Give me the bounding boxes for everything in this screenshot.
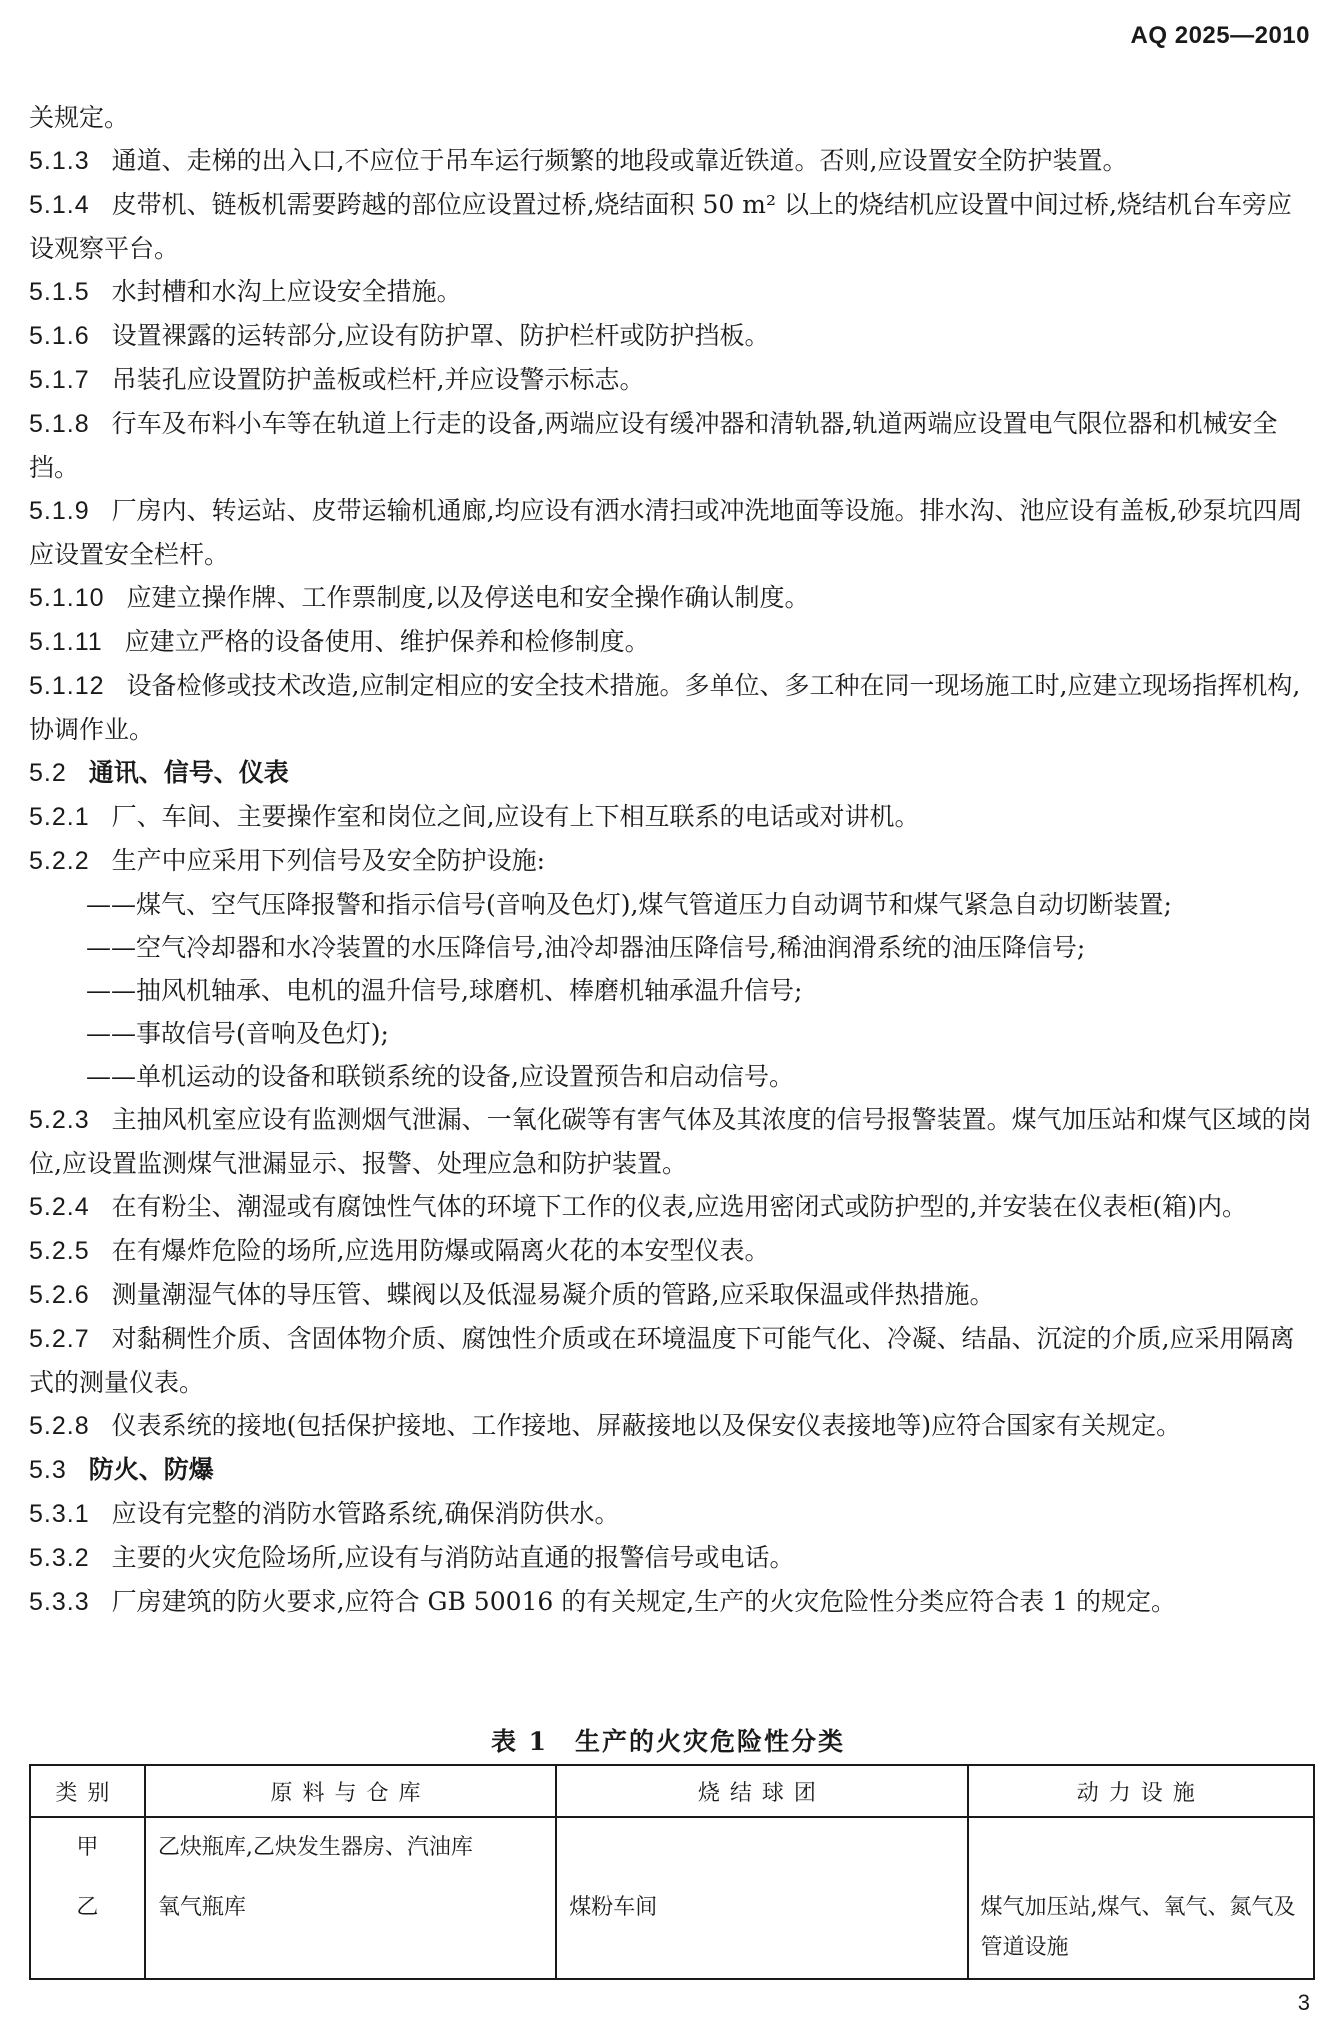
clause-number: 5.1.11 [29,628,103,656]
clause-5-2-3 [29,1098,1315,1185]
clause-text: 设备检修或技术改造,应制定相应的安全技术措施。多单位、多工种在同一现场施工时,应建立现场指挥机构,协调作业。 [29,671,1301,744]
clause-text: 主要的火灾危险场所,应设有与消防站直通的报警信号或电话。 [111,1543,795,1572]
clause-5-1-5 [29,270,1315,314]
clause-number: 5.2.2 [29,847,90,875]
clause-number: 5.1.3 [29,147,90,175]
clause-5-3-2 [29,1536,1315,1580]
table-cell: 乙 [30,1878,145,1979]
clause-text: 应建立严格的设备使用、维护保养和检修制度。 [124,627,650,656]
clause-number: 5.2.8 [29,1412,90,1440]
clause-number: 5.2.7 [29,1325,90,1353]
clause-5-1-11 [29,620,1315,664]
list-item: ——空气冷却器和水冷装置的水压降信号,油冷却器油压降信号,稀油润滑系统的油压降信号; [86,933,1086,962]
clause-number: 5.1.5 [29,278,90,306]
clause-text: 仪表系统的接地(包括保护接地、工作接地、屏蔽接地以及保安仪表接地等)应符合国家有关规定。 [111,1411,1182,1440]
clause-text: 厂房内、转运站、皮带运输机通廊,均应设有洒水清扫或冲洗地面等设施。排水沟、池应设有盖板,砂泵坑四周应设置安全栏杆。 [29,496,1303,569]
clause-number: 5.2.4 [29,1193,90,1221]
column-header: 类别 [30,1765,145,1817]
clause-5-1-8 [29,402,1315,489]
clause-5-1-3 [29,139,1315,183]
list-item: ——抽风机轴承、电机的温升信号,球磨机、棒磨机轴承温升信号; [86,976,803,1005]
clause-text: 吊装孔应设置防护盖板或栏杆,并应设警示标志。 [111,365,645,394]
section-title: 通讯、信号、仪表 [88,758,289,787]
clause-number: 5.2.1 [29,803,90,831]
clause-text: 皮带机、链板机需要跨越的部位应设置过桥,烧结面积 50 m² 以上的烧结机应设置中间过桥,烧结机台车旁应设观察平台。 [29,190,1292,263]
clause-number: 5.1.12 [29,672,105,700]
clause-number: 5.1.4 [29,191,90,219]
section-number: 5.2 [29,759,67,787]
clause-number: 5.3.2 [29,1544,90,1572]
clause-text: 厂房建筑的防火要求,应符合 GB 50016 的有关规定,生产的火灾危险性分类应符合表 1 的规定。 [111,1587,1177,1616]
clause-text: 应建立操作牌、工作票制度,以及停送电和安全操作确认制度。 [126,583,810,612]
clause-text: 水封槽和水沟上应设安全措施。 [111,277,462,306]
clause-5-1-4 [29,183,1315,270]
section-number: 5.3 [29,1456,67,1484]
paragraph-text: 关规定。 [29,103,130,132]
clause-number: 5.3.1 [29,1500,90,1528]
clause-number: 5.1.10 [29,584,105,612]
clause-number: 5.1.6 [29,322,90,350]
document-code: AQ 2025—2010 [1130,22,1310,49]
clause-text: 设置裸露的运转部分,应设有防护罩、防护栏杆或防护挡板。 [111,321,770,350]
clause-text: 对黏稠性介质、含固体物介质、腐蚀性介质或在环境温度下可能气化、冷凝、结晶、沉淀的介质,应采用隔离式的测量仪表。 [29,1324,1295,1397]
clause-number: 5.1.7 [29,366,90,394]
clause-5-2-7 [29,1317,1315,1404]
column-header: 烧结球团 [556,1765,967,1817]
clause-text: 通道、走梯的出入口,不应位于吊车运行频繁的地段或靠近铁道。否则,应设置安全防护装置。 [111,146,1128,175]
body-text [29,96,1315,1624]
list-item: ——事故信号(音响及色灯); [86,1019,389,1048]
clause-number: 5.1.9 [29,497,90,525]
clause-text: 测量潮湿气体的导压管、蝶阀以及低湿易凝介质的管路,应采取保温或伴热措施。 [111,1280,995,1309]
clause-number: 5.3.3 [29,1588,90,1616]
list-item: ——单机运动的设备和联锁系统的设备,应设置预告和启动信号。 [86,1062,794,1091]
table-cell [556,1817,967,1878]
clause-number: 5.2.5 [29,1237,90,1265]
clause-5-3-3 [29,1580,1315,1624]
clause-number: 5.2.6 [29,1281,90,1309]
clause-text: 在有爆炸危险的场所,应选用防爆或隔离火花的本安型仪表。 [111,1236,770,1265]
clause-5-2-1 [29,795,1315,839]
clause-5-1-12 [29,664,1315,751]
paragraph [29,96,1315,139]
clause-5-1-10 [29,576,1315,620]
table-cell: 氧气瓶库 [145,1878,556,1979]
fire-hazard-table [29,1764,1315,1980]
table-row [30,1878,1314,1979]
clause-5-2-6 [29,1273,1315,1317]
section-heading-5-2 [29,751,1315,795]
clause-text: 在有粉尘、潮湿或有腐蚀性气体的环境下工作的仪表,应选用密闭式或防护型的,并安装在仪表柜(箱)内。 [111,1192,1248,1221]
clause-5-3-1 [29,1492,1315,1536]
clause-text: 主抽风机室应设有监测烟气泄漏、一氧化碳等有害气体及其浓度的信号报警装置。煤气加压站和煤气区域的岗位,应设置监测煤气泄漏显示、报警、处理应急和防护装置。 [29,1105,1312,1178]
section-title: 防火、防爆 [88,1455,214,1484]
clause-text: 厂、车间、主要操作室和岗位之间,应设有上下相互联系的电话或对讲机。 [111,802,920,831]
table-cell [968,1817,1315,1878]
table-cell: 煤粉车间 [556,1878,967,1979]
table-caption: 表 1 生产的火灾危险性分类 [490,1727,846,1756]
clause-text: 生产中应采用下列信号及安全防护设施: [111,846,546,875]
list-item: ——煤气、空气压降报警和指示信号(音响及色灯),煤气管道压力自动调节和煤气紧急自动切断装置; [86,890,1172,919]
clause-5-2-8 [29,1404,1315,1448]
clause-text: 应设有完整的消防水管路系统,确保消防供水。 [111,1499,620,1528]
page-number: 3 [1297,1990,1310,2015]
table-cell: 甲 [30,1817,145,1878]
clause-5-1-9 [29,489,1315,576]
table-cell: 乙炔瓶库,乙炔发生器房、汽油库 [145,1817,556,1878]
table-row [30,1817,1314,1878]
clause-number: 5.2.3 [29,1106,90,1134]
clause-5-1-7 [29,358,1315,402]
table-header-row [30,1765,1314,1817]
clause-5-2-2 [29,839,1315,883]
clause-number: 5.1.8 [29,410,90,438]
column-header: 原料与仓库 [145,1765,556,1817]
clause-5-2-4 [29,1185,1315,1229]
clause-5-1-6 [29,314,1315,358]
table-cell: 煤气加压站,煤气、氧气、氮气及管道设施 [968,1878,1315,1979]
clause-text: 行车及布料小车等在轨道上行走的设备,两端应设有缓冲器和清轨器,轨道两端应设置电气限位器和机械安全挡。 [29,409,1278,482]
section-heading-5-3 [29,1448,1315,1492]
column-header: 动力设施 [968,1765,1315,1817]
clause-5-2-5 [29,1229,1315,1273]
